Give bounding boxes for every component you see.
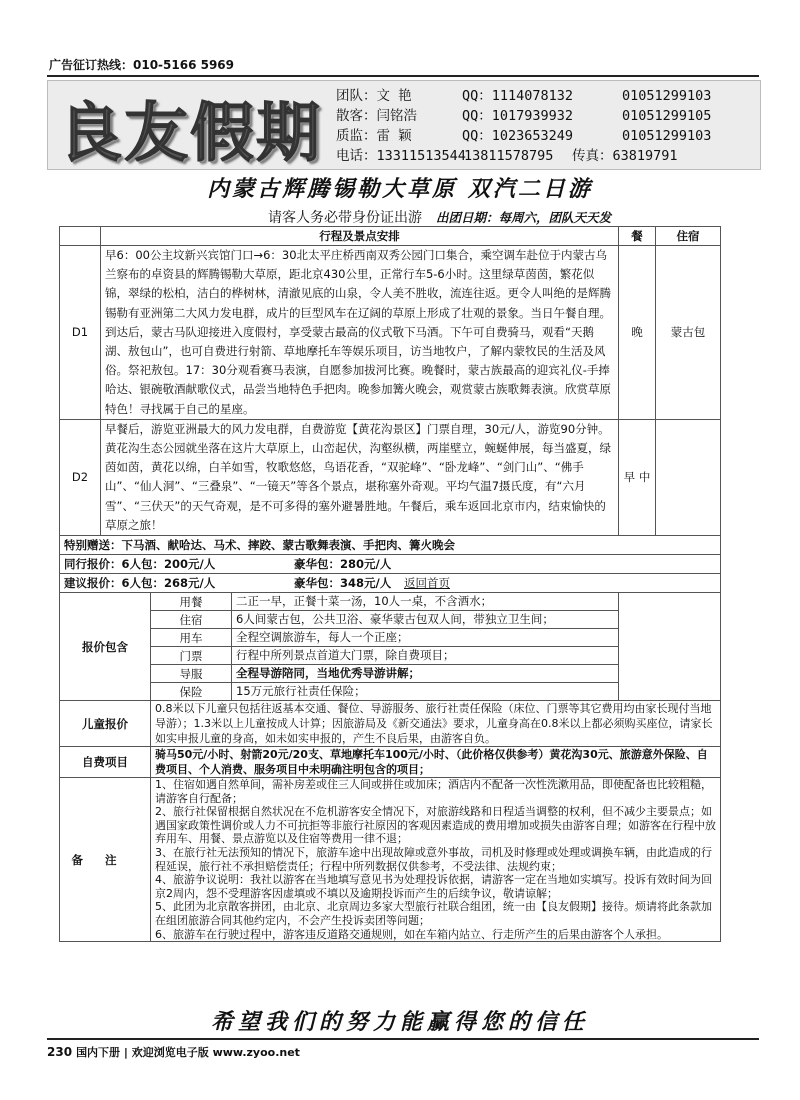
contact-qq: QQ：1017939932 xyxy=(462,108,574,124)
brand-logo: 良友假期 xyxy=(58,96,322,171)
notes-row xyxy=(60,778,721,942)
page-number: 230 xyxy=(47,1045,73,1059)
contact-fax: 传真：63819791 xyxy=(572,148,678,164)
tour-title: 内蒙古辉腾锡勒大草原 双汽二日游 xyxy=(207,176,593,202)
notes-container xyxy=(60,778,721,942)
contact-tel2: 13811578795 xyxy=(464,148,554,164)
self-pay-label: 自费项目 xyxy=(60,747,151,777)
contact-tel: 电话：13311513544 xyxy=(336,148,466,164)
id-notice: 请客人务必带身份证出游 xyxy=(268,210,422,226)
subtitle-line xyxy=(268,207,611,227)
include-key: 住宿 xyxy=(151,611,232,629)
include-value: 6人间蒙古包，公共卫浴、豪华蒙古包双人间，带独立卫生间； xyxy=(232,611,619,629)
peer-price-cell xyxy=(60,555,721,574)
contact-phone: 01051299103 xyxy=(622,128,712,144)
suggest-lux-price: 豪华包：348元/人 xyxy=(294,576,392,591)
contact-qq: QQ：1114078132 xyxy=(462,88,574,104)
top-divider xyxy=(47,75,759,77)
day-description: 早6：00公主坟新兴宾馆门口→6：30北太平庄桥西南双秀公园门口集合，乘空调车赴位于内蒙古乌兰察布的卓资县的辉腾锡勒大草原，距北京430公里，正常行车5-6小时。这里绿草茵茵，繁花似锦，翠绿的松柏，洁白的桦树林，清澈见底的山泉，令人美不胜收，流连往返。更令人叫绝的是辉腾锡勒有亚洲第二大风力发电群，成片的巨型风车在辽阔的草原上形成了壮观的景象。当日午餐自理。到达后，蒙古马队迎接进入度假村，享受蒙古最高的仪式敬下马酒。下午可自费骑马，观看“天鹅湖、敖包山”，也可自费进行射箭、草地摩托车等娱乐项目，访当地牧户，了解内蒙牧民的生活及风俗。祭祀敖包。17：30分观看赛马表演，自愿参加拔河比赛。晚餐时，蒙古族最高的迎宾礼仪-手捧哈达、银碗敬酒献歌仪式，品尝当地特色手把肉。晚参加篝火晚会，观赏蒙古族歌舞表演。欣赏草原特色！寻找属于自己的星座。 xyxy=(101,246,619,420)
includes-container xyxy=(60,593,619,701)
day-row xyxy=(60,419,721,535)
day-meal: 晚 xyxy=(619,246,656,420)
include-value: 15万元旅行社责任保险； xyxy=(232,683,619,701)
self-pay-container xyxy=(60,747,721,778)
child-container xyxy=(60,701,721,747)
price-row xyxy=(60,555,721,574)
notes-label: 备注 xyxy=(60,778,151,941)
departure-info: 出团日期：每周六，团队天天发 xyxy=(436,210,612,225)
notes-list xyxy=(151,778,721,941)
header-meal: 餐 xyxy=(619,227,656,246)
day-stay xyxy=(656,419,721,535)
child-row xyxy=(60,701,721,747)
contact-row xyxy=(336,106,711,126)
contact-name: 团队：文 艳 xyxy=(336,88,412,104)
child-price-label: 儿童报价 xyxy=(60,701,151,746)
price-row xyxy=(60,574,721,593)
itinerary-table xyxy=(59,226,721,942)
self-pay-text: 骑马50元/小时、射箭20元/20支、草地摩托车100元/小时、（此价格仅供参考）黄花沟30元、旅游意外保险、自费项目、个人消费、服务项目中未明确注明包含的项目； xyxy=(155,748,708,777)
table-header-row xyxy=(60,227,721,246)
header-stay: 住宿 xyxy=(656,227,721,246)
day-label: D1 xyxy=(60,246,101,420)
footer xyxy=(47,1044,300,1060)
contact-row xyxy=(336,126,711,146)
include-key: 导服 xyxy=(151,665,232,683)
gift-row xyxy=(60,536,721,555)
contact-phone: 01051299103 xyxy=(622,88,712,104)
contact-name: 散客：闫铭浩 xyxy=(336,108,417,124)
includes-table xyxy=(60,593,618,700)
note-item: 5、此团为北京散客拼团，由北京、北京周边多家大型旅行社联合组团，统一由【良友假期】接待。烦请将此条款加在组团旅游合同其他约定内，不会产生投诉卖团等问题； xyxy=(155,900,712,927)
header-itinerary: 行程及景点安排 xyxy=(101,227,619,246)
suggest-price: 建议报价：6人包：268元/人 xyxy=(64,576,216,591)
back-home-link[interactable]: 返回首页 xyxy=(404,576,450,591)
footer-text: 国内下册 | 欢迎浏览电子版 www.zyoo.net xyxy=(76,1046,300,1059)
include-key: 保险 xyxy=(151,683,232,701)
peer-lux-price: 豪华包：280元/人 xyxy=(294,557,392,572)
include-value: 二正一早，正餐十菜一汤，10人一桌，不含酒水； xyxy=(232,593,619,611)
include-key: 用餐 xyxy=(151,593,232,611)
special-gift: 特别赠送：下马酒、献哈达、马术、摔跤、蒙古歌舞表演、手把肉、篝火晚会 xyxy=(60,536,721,555)
note-item: 6、旅游车在行驶过程中，游客违反道路交通规则，如在车箱内站立、行走所产生的后果由游客个人承担。 xyxy=(155,927,668,941)
self-pay-row xyxy=(60,747,721,778)
suggest-price-cell xyxy=(60,574,721,593)
header-blank xyxy=(60,227,101,246)
day-meal: 早 中 xyxy=(619,419,656,535)
note-item: 1、住宿如遇自然单间，需补房差或住三人间或拼住或加床；酒店内不配备一次性洗漱用品，即使配备也比较粗糙，请游客自行配备； xyxy=(155,778,712,805)
day-description: 早餐后，游览亚洲最大的风力发电群，自费游览【黄花沟景区】门票自理，30元/人，游览90分钟。黄花沟生态公园就坐落在这片大草原上，山峦起伏，沟壑纵横，两崖壁立，蜿蜒伸展，每当盛夏，绿茵如茵，黄花以绵，白羊如雪，牧歌悠悠，鸟语花香，“双驼峰”、“卧龙峰”、“剑门山”、“佛手山”、“仙人洞”、“三叠泉”、“一镜天”等各个景点，堪称塞外奇观。平均气温7摄氏度，有“六月雪”、“三伏天”的天气奇观，是不可多得的塞外避暑胜地。午餐后，乘车返回北京市内，结束愉快的草原之旅！ xyxy=(101,419,619,535)
day-row xyxy=(60,246,721,420)
day-label: D2 xyxy=(60,419,101,535)
note-item: 4、旅游争议说明：我社以游客在当地填写意见书为处理投诉依据，请游客一定在当地如实填写。投诉有效时间为回京2周内，怨不受理游客因虚填或不填以及逾期投诉而产生的后续争议，敬请谅解； xyxy=(155,873,712,900)
peer-price: 同行报价：6人包：200元/人 xyxy=(64,557,216,572)
includes-row xyxy=(60,593,721,701)
includes-blank xyxy=(619,593,721,701)
include-value: 行程中所列景点首道大门票，除自费项目； xyxy=(232,647,619,665)
contact-name: 质监：雷 颖 xyxy=(336,128,412,144)
include-key: 用车 xyxy=(151,629,232,647)
include-value: 全程导游陪同，当地优秀导游讲解； xyxy=(232,665,619,683)
ad-hotline: 广告征订热线：010-5166 5969 xyxy=(49,58,235,72)
bottom-divider xyxy=(47,1038,759,1040)
child-price-text: 0.8米以下儿童只包括往返基本交通、餐位、导游服务、旅行社责任保险（床位、门票等其它费用均由家长现付当地导游）；1.3米以上儿童按成人计算；因旅游局及《新交通法》要求，儿童身高在0.8米以上都必须购买座位，请家长如实申报儿童的身高，如未如实申报的，产生不良后果，由游客自负。 xyxy=(155,702,713,746)
contact-row xyxy=(336,146,711,166)
contact-qq: QQ：1023653249 xyxy=(462,128,574,144)
include-key: 门票 xyxy=(151,647,232,665)
includes-label: 报价包含 xyxy=(60,593,151,700)
contact-phone: 01051299105 xyxy=(622,108,712,124)
slogan: 希望我们的努力能赢得您的信任 xyxy=(210,1009,589,1035)
day-stay: 蒙古包 xyxy=(656,246,721,420)
contact-block xyxy=(336,86,711,166)
contact-row xyxy=(336,86,711,106)
note-item: 3、在旅行社无法预知的情况下，旅游车途中出现故障或意外事故，司机及时修理或处理或调换车辆，由此造成的行程延误，旅行社不承担赔偿责任；行程中所列数据仅供参考，不受法律、法规约束； xyxy=(155,846,712,873)
note-item: 2、旅行社保留根据自然状况在不危机游客安全情况下，对旅游线路和日程适当调整的权利，但不减少主要景点；如遇国家政策性调价或人力不可抗拒等非旅行社原因的客观因素造成的费用增加或损失由游客自理；如游客在行程中放弃用车、用餐、景点游览以及住宿等费用一律不退； xyxy=(155,805,716,846)
include-value: 全程空调旅游车，每人一个正座； xyxy=(232,629,619,647)
